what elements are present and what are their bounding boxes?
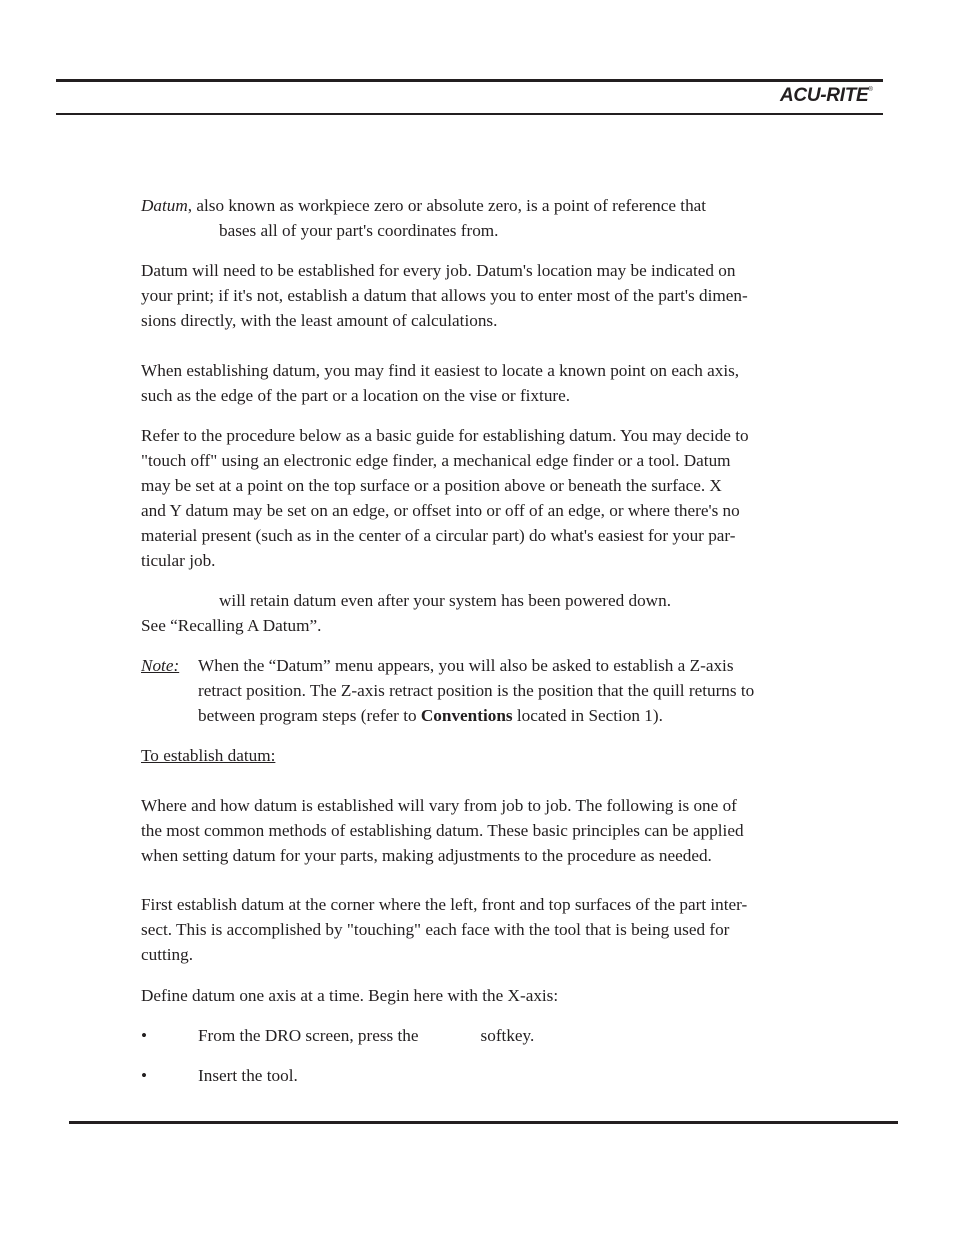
note-label: Note:: [141, 656, 180, 675]
paragraph-locate-point: [141, 358, 821, 408]
note-text: located in Section 1).: [512, 706, 663, 725]
paragraph-retain-datum: [141, 588, 821, 638]
datum-term: Datum: [141, 196, 188, 215]
note-line: retract position. The Z-axis retract position is the position that the quill returns to: [198, 681, 755, 700]
header-rule-bottom: [56, 113, 883, 115]
paragraph-line: will retain datum even after your system has been powered down.: [219, 591, 671, 610]
acu-rite-logo: [780, 85, 873, 107]
paragraph-line: Define datum one axis at a time. Begin here with the X-axis:: [141, 986, 559, 1005]
heading-text: To establish datum:: [141, 746, 276, 765]
conventions-reference: Conventions: [420, 706, 513, 725]
paragraph-line: such as the edge of the part or a location on the vise or fixture.: [141, 386, 571, 405]
paragraph-line: Refer to the procedure below as a basic guide for establishing datum. You may decide to: [141, 426, 749, 445]
paragraph-line: the most common methods of establishing datum. These basic principles can be applied: [141, 821, 744, 840]
bullet-symbol: •: [141, 1066, 148, 1085]
paragraph-datum-definition: [141, 193, 821, 243]
paragraph-define-axis: [141, 983, 821, 1008]
paragraph-line: ticular job.: [141, 551, 216, 570]
note-text: between program steps (refer to: [198, 706, 421, 725]
paragraph-line: cutting.: [141, 945, 194, 964]
paragraph-line: When establishing datum, you may find it easiest to locate a known point on each axis,: [141, 361, 740, 380]
registered-mark: ®: [868, 87, 873, 93]
paragraph-line: and Y datum may be set on an edge, or offset into or off of an edge, or where there's no: [141, 501, 740, 520]
datum-definition-text: , also known as workpiece zero or absolute zero, is a point of reference that: [187, 196, 707, 215]
footer-rule: [69, 1121, 898, 1124]
paragraph-line: material present (such as in the center of a circular part) do what's easiest for your par-: [141, 526, 736, 545]
section-heading: [141, 743, 821, 768]
paragraph-line: First establish datum at the corner where the left, front and top surfaces of the part inter-: [141, 895, 748, 914]
paragraph-line: may be set at a point on the top surface or a position above or beneath the surface. X: [141, 476, 722, 495]
paragraph-corner-datum: [141, 892, 821, 967]
bullet-item: [198, 1063, 298, 1088]
paragraph-procedure-guide: [141, 423, 821, 573]
paragraph-line: sect. This is accomplished by "touching" each face with the tool that is being used for: [141, 920, 730, 939]
note-body: [198, 653, 838, 728]
bullet-symbol: •: [141, 1026, 148, 1045]
paragraph-line: See “Recalling A Datum”.: [141, 616, 322, 635]
paragraph-line: "touch off" using an electronic edge finder, a mechanical edge finder or a tool. Datum: [141, 451, 731, 470]
paragraph-line: Datum will need to be established for every job. Datum's location may be indicated on: [141, 261, 736, 280]
bullet-item: [198, 1023, 534, 1048]
bullet-text: From the DRO screen, press the: [198, 1026, 419, 1045]
paragraph-datum-varies: [141, 793, 821, 868]
note-line: [198, 703, 838, 728]
bullet-text: Insert the tool.: [198, 1066, 298, 1085]
paragraph-line: when setting datum for your parts, making adjustments to the procedure as needed.: [141, 846, 712, 865]
paragraph-line: bases all of your part's coordinates from.: [219, 221, 499, 240]
paragraph-line: sions directly, with the least amount of calculations.: [141, 311, 498, 330]
paragraph-line: [141, 193, 821, 218]
logo-text: ACU-RITE: [780, 85, 869, 106]
paragraph-datum-required: [141, 258, 821, 333]
header-rule-top: [56, 79, 883, 82]
bullet-text: softkey.: [480, 1026, 535, 1045]
paragraph-line: Where and how datum is established will vary from job to job. The following is one of: [141, 796, 737, 815]
paragraph-line: your print; if it's not, establish a datum that allows you to enter most of the part's dimen-: [141, 286, 748, 305]
note-line: When the “Datum” menu appears, you will also be asked to establish a Z-axis: [198, 656, 734, 675]
